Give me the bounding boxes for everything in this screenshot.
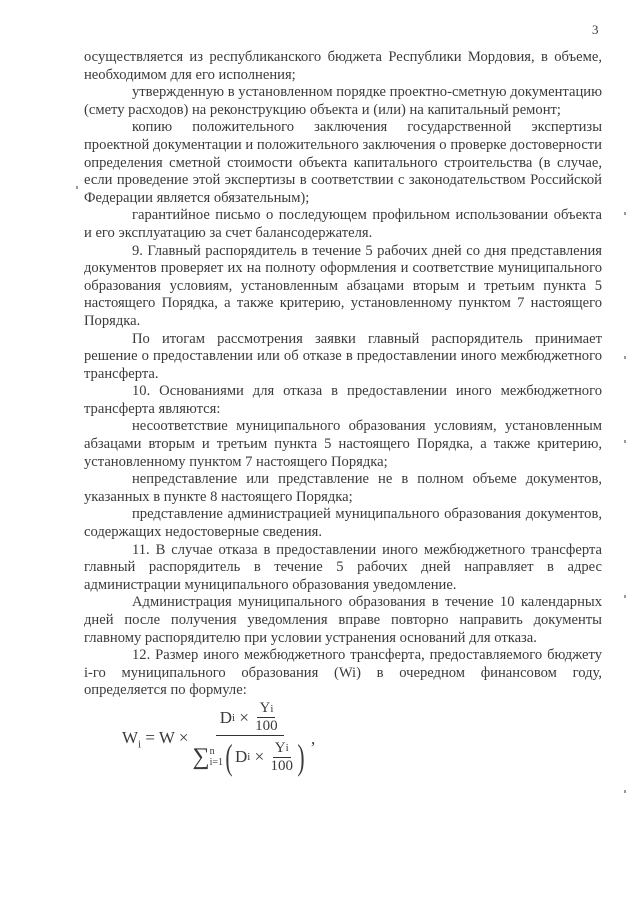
formula xyxy=(122,700,315,778)
paragraph: копию положительного заключения государственной экспертизы проектной документации и положительного заключения о проверке достоверности определения сметной стоимости объекта капитального строительства (в случае, если проведение этой экспертизы в соответствии с законодательством Российской Федерации является обязательным); xyxy=(84,119,602,206)
scan-speck xyxy=(624,790,626,793)
paragraph: представление администрацией муниципального образования документов, содержащих недостоверные сведения. xyxy=(84,506,602,541)
formula-lhs: $W_i = W$ × xyxy=(122,727,189,751)
paragraph: гарантийное письмо о последующем профильном использовании объекта и его эксплуатацию за счет балансодержателя. xyxy=(84,207,602,241)
paragraph: 11. В случае отказа в предоставлении иного межбюджетного трансферта главный распорядитель в течение 5 рабочих дней направляет в адрес администрации муниципального образования уведомление. xyxy=(84,541,602,593)
paragraph: 9. Главный распорядитель в течение 5 рабочих дней со дня представления документов проверяет их на полноту оформления и соответствие муниципального образования условиям, установленным абзацами вторым и третьим пункта 5 настоящего Порядка, а также критерию, установленному пунктом 7 настоящего Порядка. xyxy=(84,242,602,329)
paragraph: Администрация муниципального образования в течение 10 календарных дней после получения уведомления вправе повторно направить документы главному распорядителю при условии устранения оснований для отказа. xyxy=(84,594,602,646)
scan-speck xyxy=(624,212,626,215)
paragraph: утвержденную в установленном порядке проектно-сметную документацию (смету расходов) на реконструкцию объекта и (или) на капитальный ремонт; xyxy=(84,84,602,118)
formula-denominator: ∑ n i=1 ( D i × Y i 100 ) xyxy=(192,737,305,777)
paragraph: 12. Размер иного межбюджетного трансферта, предоставляемого бюджету i-го муниципального образования (Wi) в очередном финансовом году, определяется по формуле: xyxy=(84,647,602,699)
scan-speck xyxy=(624,595,626,598)
page-number: 3 xyxy=(592,22,599,37)
formula-comma: , xyxy=(310,729,316,748)
document-body xyxy=(84,49,602,700)
formula-main-fraction xyxy=(188,700,310,778)
paragraph: несоответствие муниципального образования условиям, установленным абзацами вторым и третьим пункта 5 настоящего Порядка, а также критерию, установленному пунктом 7 настоящего Порядка; xyxy=(84,418,602,470)
paragraph: 10. Основаниями для отказа в предоставлении иного межбюджетного трансферта являются: xyxy=(84,383,602,417)
scan-speck xyxy=(624,440,626,443)
formula-numerator: D i × Y i 100 xyxy=(216,700,284,736)
paragraph: По итогам рассмотрения заявки главный распорядитель принимает решение о предоставлении или об отказе в предоставлении иного межбюджетного трансферта. xyxy=(84,330,602,382)
paragraph: осуществляется из республиканского бюджета Республики Мордовия, в объеме, необходимом для его исполнения; xyxy=(84,49,602,83)
scan-speck xyxy=(76,186,78,189)
scan-speck xyxy=(624,356,626,359)
paragraph: непредставление или представление не в полном объеме документов, указанных в пункте 8 настоящего Порядка; xyxy=(84,471,602,505)
